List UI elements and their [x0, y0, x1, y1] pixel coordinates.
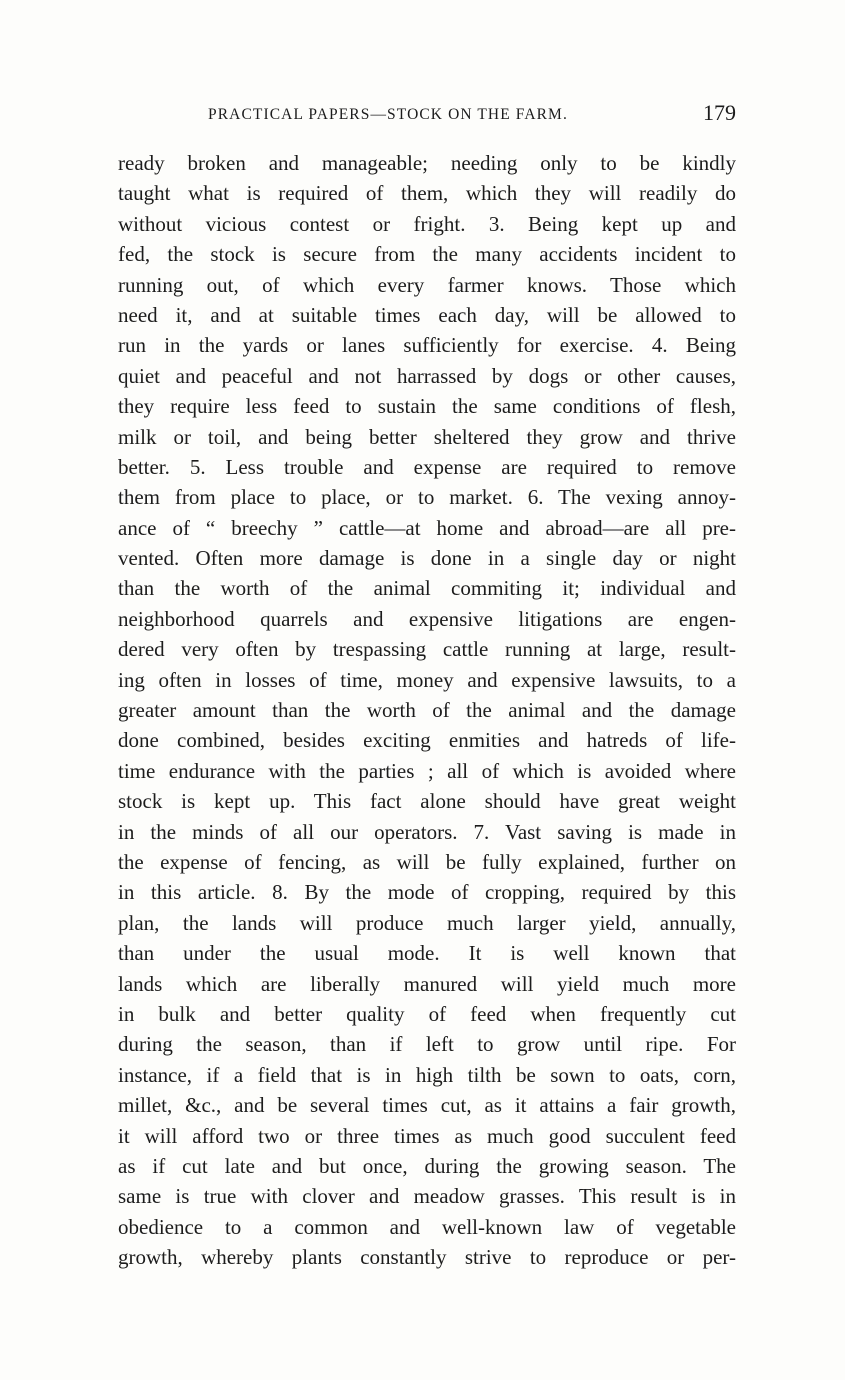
text-line: them from place to place, or to market. 6. The vexing annoy- [118, 485, 736, 510]
text-line: they require less feed to sustain the same conditions of flesh, [118, 394, 736, 419]
text-line: need it, and at suitable times each day, will be allowed to [118, 302, 736, 327]
text-line: growth, whereby plants constantly strive to reproduce or per- [118, 1245, 736, 1270]
text-line: vented. Often more damage is done in a single day or night [118, 546, 736, 571]
text-line: without vicious contest or fright. 3. Being kept up and [118, 211, 736, 236]
text-line: taught what is required of them, which they will readily do [118, 181, 736, 206]
text-line: greater amount than the worth of the animal and the damage [118, 698, 736, 723]
text-line: neighborhood quarrels and expensive litigations are engen- [118, 606, 736, 631]
text-line: than under the usual mode. It is well known that [118, 941, 736, 966]
text-line: stock is kept up. This fact alone should have great weight [118, 789, 736, 814]
text-line: better. 5. Less trouble and expense are required to remove [118, 454, 736, 479]
text-line: as if cut late and but once, during the growing season. The [118, 1153, 736, 1178]
text-line: ing often in losses of time, money and expensive lawsuits, to a [118, 667, 736, 692]
text-line: fed, the stock is secure from the many accidents incident to [118, 242, 736, 267]
text-line: done combined, besides exciting enmities and hatreds of life- [118, 728, 736, 753]
text-line: the expense of fencing, as will be fully explained, further on [118, 849, 736, 874]
text-line: quiet and peaceful and not harrassed by dogs or other causes, [118, 363, 736, 388]
text-line: milk or toil, and being better sheltered they grow and thrive [118, 424, 736, 449]
body-text [118, 148, 736, 1272]
text-line: plan, the lands will produce much larger yield, annually, [118, 910, 736, 935]
text-line: running out, of which every farmer knows. Those which [118, 272, 736, 297]
text-line: ance of “ breechy ” cattle—at home and abroad—are all pre- [118, 515, 736, 540]
text-line: run in the yards or lanes sufficiently for exercise. 4. Being [118, 333, 736, 358]
text-line: same is true with clover and meadow grasses. This result is in [118, 1184, 736, 1209]
text-line: lands which are liberally manured will yield much more [118, 971, 736, 996]
running-head [118, 100, 736, 130]
text-line: in the minds of all our operators. 7. Vast saving is made in [118, 819, 736, 844]
text-line: time endurance with the parties ; all of which is avoided where [118, 758, 736, 783]
text-line: in bulk and better quality of feed when frequently cut [118, 1001, 736, 1026]
page-number: 179 [703, 100, 736, 125]
text-line: it will afford two or three times as much good succulent feed [118, 1123, 736, 1148]
text-line: dered very often by trespassing cattle running at large, result- [118, 637, 736, 662]
text-line: instance, if a field that is in high tilth be sown to oats, corn, [118, 1062, 736, 1087]
text-line: obedience to a common and well-known law of vegetable [118, 1214, 736, 1239]
text-line: than the worth of the animal commiting it; individual and [118, 576, 736, 601]
running-title: PRACTICAL PAPERS—STOCK ON THE FARM. [208, 106, 568, 123]
text-line: millet, &c., and be several times cut, as it attains a fair growth, [118, 1093, 736, 1118]
text-line: during the season, than if left to grow until ripe. For [118, 1032, 736, 1057]
text-line: ready broken and manageable; needing only to be kindly [118, 151, 736, 175]
text-line: in this article. 8. By the mode of cropping, required by this [118, 880, 736, 905]
